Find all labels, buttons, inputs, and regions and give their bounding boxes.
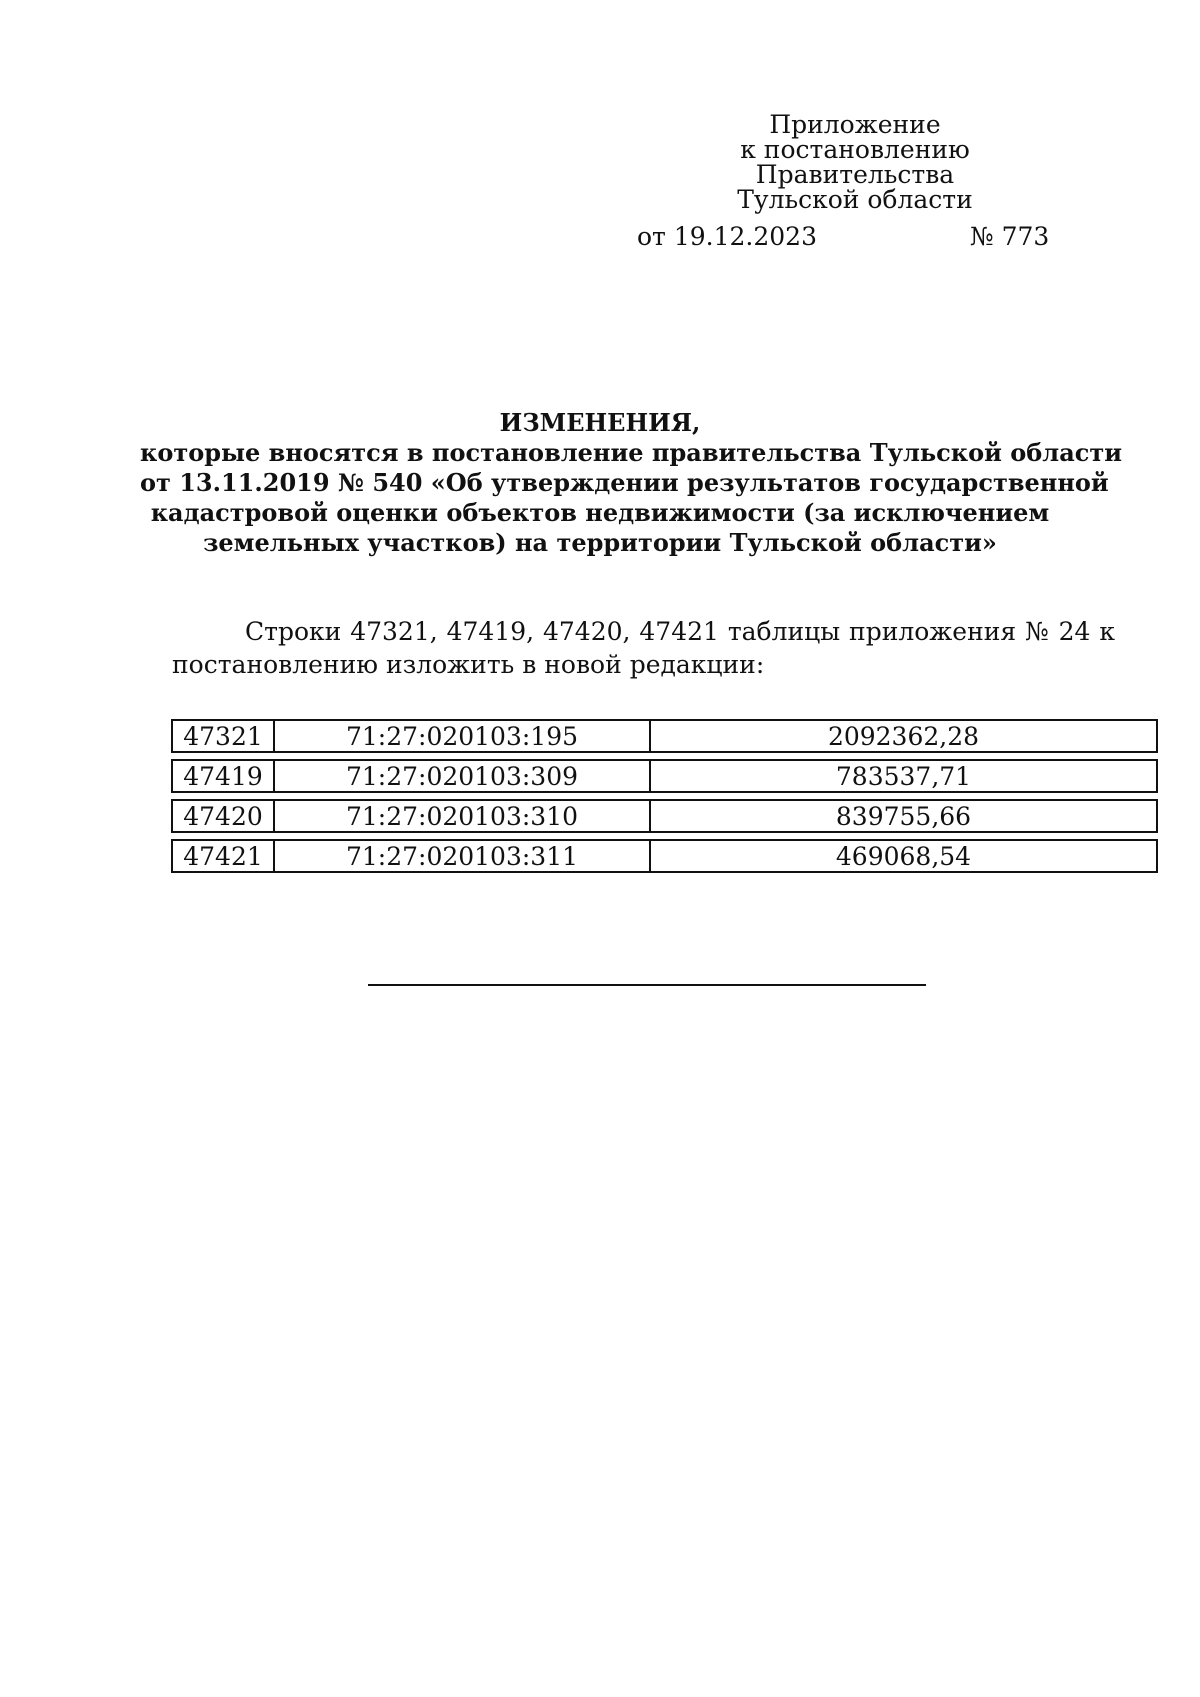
closing-divider-line xyxy=(368,984,926,986)
title-line: ИЗМЕНЕНИЯ, xyxy=(499,408,701,437)
table-row xyxy=(171,719,1158,753)
appendix-line: Тульской области xyxy=(737,185,973,214)
cadastral-value-cell: 2092362,28 xyxy=(827,722,980,751)
title-line: кадастровой оценки объектов недвижимости (за исключением xyxy=(150,498,1050,527)
cadastral-number-cell: 71:27:020103:309 xyxy=(275,761,651,791)
row-number-cell: 47421 xyxy=(173,841,275,871)
table-row xyxy=(171,799,1158,833)
cadastral-value-cell: 839755,66 xyxy=(835,802,972,831)
title-line: которые вносятся в постановление правительства Тульской области xyxy=(140,438,1123,467)
appendix-header xyxy=(640,112,1070,212)
title-line: от 13.11.2019 № 540 «Об утверждении результатов государственной xyxy=(140,468,1109,497)
appendix-line: Приложение xyxy=(769,110,941,139)
cadastral-number-cell: 71:27:020103:311 xyxy=(275,841,651,871)
cadastral-number-cell: 71:27:020103:310 xyxy=(275,801,651,831)
cadastral-number-cell: 71:27:020103:195 xyxy=(275,721,651,751)
document-number: № 773 xyxy=(970,222,1050,251)
row-number-cell: 47419 xyxy=(173,761,275,791)
title-line: земельных участков) на территории Тульской области» xyxy=(203,528,997,557)
cadastral-value-cell: 783537,71 xyxy=(835,762,972,791)
table-row xyxy=(171,759,1158,793)
cadastral-value-cell: 469068,54 xyxy=(835,842,972,871)
changes-table xyxy=(171,719,1158,879)
row-number-cell: 47321 xyxy=(173,721,275,751)
document-title xyxy=(140,408,1123,558)
row-number-cell: 47420 xyxy=(173,801,275,831)
document-date: от 19.12.2023 xyxy=(637,222,817,251)
body-paragraph: Строки 47321, 47419, 47420, 47421 таблицы приложения № 24 к постановлению изложить в новой редакции: xyxy=(172,617,1115,679)
appendix-line: к постановлению Правительства xyxy=(740,135,970,189)
table-row xyxy=(171,839,1158,873)
